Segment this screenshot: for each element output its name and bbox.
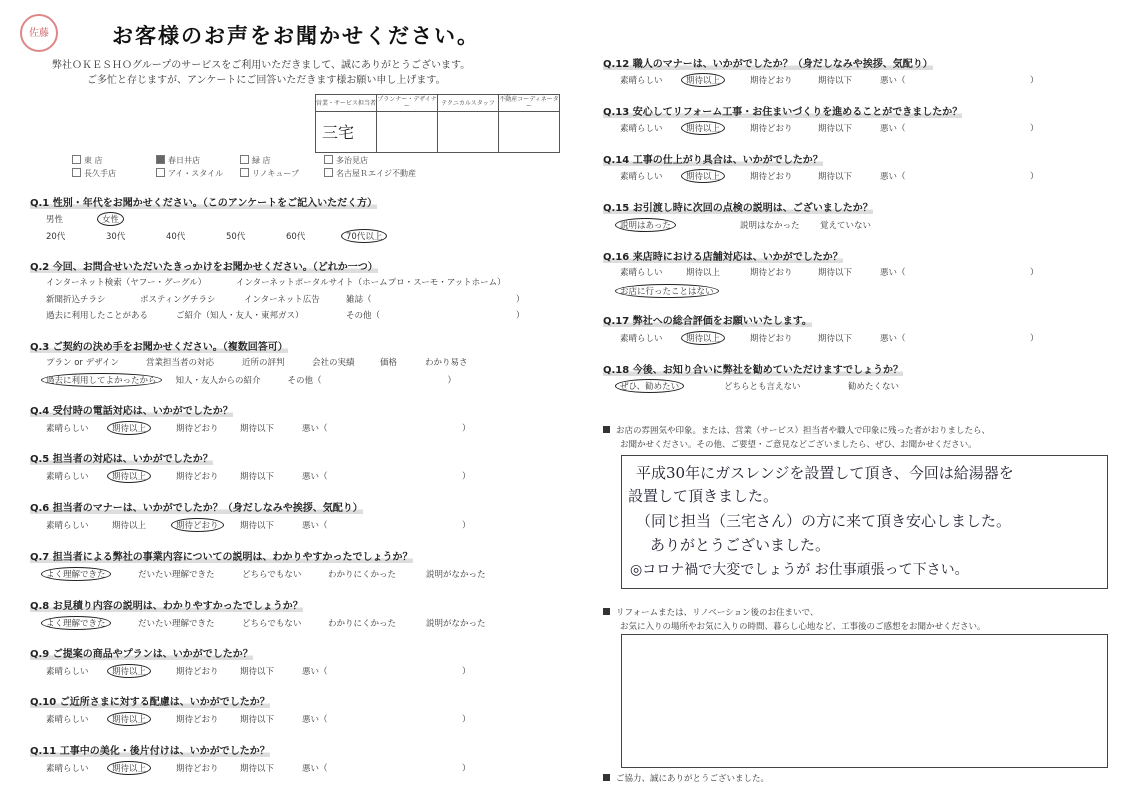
option[interactable]: 期待以上: [686, 268, 721, 278]
option[interactable]: 期待以下: [818, 268, 853, 278]
handwritten-line: 平成30年にガスレンジを設置して頂き、今回は給湯器を: [636, 464, 1014, 482]
q2-row-2: [46, 293, 525, 305]
q2-row-1: [46, 276, 506, 288]
q18-label: Q.18 今後、お知り合いに弊社を勧めていただけますでしょうか？: [603, 365, 903, 376]
option[interactable]: 20代: [46, 232, 66, 242]
bullet-square-icon: [603, 774, 610, 781]
staff-header: 不動産コーディネーター: [499, 96, 559, 110]
option[interactable]: 悪い（: [302, 764, 328, 774]
option[interactable]: 期待どおり: [176, 715, 219, 725]
q13-label: Q.13 安心してリフォーム工事・お住まいづくりを進めることができましたか？: [603, 107, 963, 118]
option[interactable]: 素晴らしい: [46, 764, 89, 774]
comment2-prompt-2: お気に入りの場所やお気に入りの時間、暮らし心地など、工事後のご感想をお聞かせください。: [620, 622, 986, 632]
option[interactable]: 悪い（: [302, 667, 328, 677]
option[interactable]: 価格: [380, 358, 398, 368]
comment1-prompt: [603, 424, 990, 436]
q14-label: Q.14 工事の仕上がり具合は、いかがでしたか？: [603, 155, 823, 166]
option[interactable]: 悪い（: [880, 172, 906, 182]
option-selected[interactable]: 期待以上: [107, 664, 151, 678]
paren: ）: [516, 311, 525, 321]
checkbox[interactable]: [324, 155, 333, 164]
option[interactable]: 新聞折込チラシ: [46, 295, 106, 305]
paren: ）: [462, 764, 471, 774]
checkbox[interactable]: [240, 168, 249, 177]
option[interactable]: 期待以上: [112, 521, 147, 531]
option-selected[interactable]: 期待以上: [681, 169, 725, 183]
option[interactable]: 期待どおり: [176, 667, 219, 677]
option[interactable]: 営業担当者の対応: [146, 358, 215, 368]
q17-label: Q.17 弊社への総合評価をお願いいたします。: [603, 316, 812, 327]
option[interactable]: 覚えていない: [820, 221, 872, 231]
option[interactable]: 期待どおり: [750, 268, 793, 278]
intro-line-1: 弊社ＯＫＥＳＨＯグループのサービスをご利用いただきまして、誠にありがとうございます。: [52, 60, 471, 71]
option[interactable]: 素晴らしい: [620, 172, 663, 182]
q12-options: [620, 73, 1039, 87]
option[interactable]: 期待どおり: [750, 76, 793, 86]
q5-label: Q.5 担当者の対応は、いかがでしたか？: [30, 454, 213, 465]
prompt-line-1: リフォームまたは、リノベーション後のお住まいで、: [616, 608, 819, 618]
comment2-prompt: [603, 606, 818, 618]
shop-list-row-1: 東 店 春日井店 緑 店 多治見店: [72, 155, 408, 166]
option[interactable]: ポスティングチラシ: [140, 295, 216, 305]
checkbox[interactable]: [156, 168, 165, 177]
option[interactable]: インターネット広告: [244, 295, 320, 305]
option[interactable]: 説明はなかった: [740, 221, 800, 231]
q4-label: Q.4 受付時の電話対応は、いかがでしたか？: [30, 406, 233, 417]
footer-text: ご協力、誠にありがとうございました。: [616, 774, 770, 784]
q18-options: [620, 379, 899, 393]
checkbox[interactable]: [324, 168, 333, 177]
staff-value[interactable]: 三宅: [316, 112, 377, 153]
option[interactable]: 期待どおり: [750, 334, 793, 344]
paren: ）: [462, 715, 471, 725]
staff-header: テクニカルスタッフ: [438, 95, 499, 112]
option[interactable]: その他（: [287, 376, 322, 386]
q17-options: [620, 331, 1039, 345]
option[interactable]: 悪い（: [880, 334, 906, 344]
option-selected[interactable]: 期待以上: [107, 469, 151, 483]
option[interactable]: 素晴らしい: [46, 424, 89, 434]
option-selected[interactable]: 期待以上: [681, 331, 725, 345]
option[interactable]: わかり易さ: [425, 358, 468, 368]
checkbox[interactable]: [240, 155, 249, 164]
stamp-text: 佐藤: [29, 27, 49, 39]
option[interactable]: 悪い（: [880, 268, 906, 278]
option[interactable]: 素晴らしい: [620, 268, 663, 278]
q5-options: [46, 469, 471, 483]
option[interactable]: 期待以下: [240, 715, 275, 725]
q1-label: Q.1 性別・年代をお聞かせください。（このアンケートをご記入いただく方）: [30, 198, 378, 209]
option-selected[interactable]: 説明はあった: [615, 218, 676, 232]
option[interactable]: その他（: [346, 311, 381, 321]
q3-row-1: [46, 356, 468, 368]
q6-options: [46, 518, 471, 532]
checkbox-checked[interactable]: [156, 155, 165, 164]
option[interactable]: 勧めたくない: [848, 382, 900, 392]
staff-header: 営業・サービス担当者: [316, 95, 377, 112]
option-selected[interactable]: 期待以上: [107, 761, 151, 775]
option[interactable]: わかりにくかった: [328, 570, 397, 580]
option-selected[interactable]: 70代以上: [341, 229, 387, 243]
seal-stamp: [20, 14, 58, 52]
q10-options: [46, 712, 471, 726]
checkbox[interactable]: [72, 155, 81, 164]
option[interactable]: 悪い（: [880, 124, 906, 134]
handwritten-line: （同じ担当（三宅さん）の方に来て頂き安心しました。: [636, 512, 1012, 530]
paren: ）: [516, 295, 525, 305]
prompt-line-1: お店の雰囲気や印象。または、営業（サービス）担当者や職人で印象に残った者がおりましたら、: [616, 426, 991, 436]
page-title: お客様のお声をお聞かせください。: [112, 24, 480, 48]
option[interactable]: 期待どおり: [750, 172, 793, 182]
staff-value[interactable]: [377, 112, 438, 153]
bullet-square-icon: [603, 608, 610, 615]
q4-options: [46, 421, 471, 435]
option-selected[interactable]: 過去に利用してよかったから: [41, 373, 162, 387]
footer: [603, 772, 769, 784]
option[interactable]: インターネットポータルサイト（ホームプロ・スーモ・アットホーム）: [236, 278, 506, 288]
q9-label: Q.9 ご提案の商品やプランは、いかがでしたか？: [30, 649, 253, 660]
q1-gender: [46, 212, 124, 226]
option[interactable]: だいたい理解できた: [138, 619, 215, 629]
paren: ）: [462, 667, 471, 677]
option[interactable]: 期待以下: [818, 76, 853, 86]
option[interactable]: 期待以下: [240, 424, 275, 434]
option-selected[interactable]: ぜひ、勧めたい: [615, 379, 684, 393]
option[interactable]: 期待以下: [818, 172, 853, 182]
option[interactable]: 期待どおり: [176, 424, 219, 434]
staff-table: [315, 94, 560, 153]
option-selected[interactable]: 期待以上: [681, 121, 725, 135]
option[interactable]: 会社の実績: [312, 358, 355, 368]
q15-options: [620, 218, 871, 232]
q10-label: Q.10 ご近所さまに対する配慮は、いかがでしたか？: [30, 697, 270, 708]
comment1-prompt-2: お聞かせください。その他、ご要望・ご意見などございましたら、ぜひ、お聞かせください。: [620, 440, 977, 450]
option[interactable]: 近所の評判: [242, 358, 285, 368]
option-selected[interactable]: 期待以上: [107, 421, 151, 435]
option[interactable]: ご紹介（知人・友人・東邦ガス）: [176, 311, 304, 321]
option[interactable]: 期待以下: [240, 667, 275, 677]
q16-extra: [620, 284, 719, 298]
q11-options: [46, 761, 471, 775]
option[interactable]: 知人・友人からの紹介: [175, 376, 261, 386]
q9-options: [46, 664, 471, 678]
option[interactable]: 期待以下: [240, 472, 275, 482]
paren: ）: [1030, 268, 1039, 278]
comment2-box[interactable]: [621, 634, 1108, 768]
q8-options: [46, 616, 486, 630]
paren: ）: [462, 424, 471, 434]
option[interactable]: 悪い（: [302, 424, 328, 434]
option[interactable]: インターネット検索（ヤフー・グーグル）: [46, 278, 207, 288]
option[interactable]: 説明がなかった: [426, 619, 486, 629]
option[interactable]: 期待以下: [240, 521, 275, 531]
bullet-square-icon: [603, 426, 610, 433]
staff-value[interactable]: [438, 112, 499, 153]
option[interactable]: 素晴らしい: [46, 715, 89, 725]
option[interactable]: 男性: [46, 215, 64, 225]
option-selected[interactable]: よく理解できた: [41, 567, 111, 581]
option[interactable]: どちらとも言えない: [724, 382, 801, 392]
option[interactable]: 素晴らしい: [46, 521, 89, 531]
option[interactable]: 30代: [106, 232, 126, 242]
q16-label: Q.16 来店時における店舗対応は、いかがでしたか？: [603, 252, 843, 263]
option[interactable]: 雑誌（: [346, 295, 372, 305]
q2-row-3: [46, 309, 525, 321]
q2-label: Q.2 今回、お問合せいただいたきっかけをお聞かせください。（どれか一つ）: [30, 262, 378, 273]
option[interactable]: わかりにくかった: [328, 619, 397, 629]
option-selected[interactable]: よく理解できた: [41, 616, 111, 630]
q8-label: Q.8 お見積り内容の説明は、わかりやすかったでしょうか？: [30, 601, 303, 612]
option[interactable]: 40代: [166, 232, 186, 242]
option-selected[interactable]: お店に行ったことはない: [615, 284, 719, 298]
comment1-box[interactable]: [621, 455, 1108, 589]
option[interactable]: 期待どおり: [176, 764, 219, 774]
shop-list-row-2: 長久手店 アイ・スタイル リノキューブ 名古屋Ｒエイジ不動産: [72, 168, 408, 179]
staff-value[interactable]: [499, 112, 560, 153]
option-selected[interactable]: 期待以上: [107, 712, 151, 726]
paren: ）: [1030, 76, 1039, 86]
option[interactable]: 期待どおり: [750, 124, 793, 134]
q3-label: Q.3 ご契約の決め手をお聞かせください。（複数回答可）: [30, 342, 288, 353]
paren: ）: [462, 521, 471, 531]
option[interactable]: だいたい理解できた: [138, 570, 215, 580]
option[interactable]: プラン or デザイン: [46, 358, 120, 368]
paren: ）: [1030, 334, 1039, 344]
option[interactable]: 期待どおり: [176, 472, 219, 482]
q6-label: Q.6 担当者のマナーは、いかがでしたか？（身だしなみや挨拶、気配り）: [30, 503, 363, 514]
paren: ）: [462, 472, 471, 482]
option[interactable]: 素晴らしい: [46, 472, 89, 482]
q13-options: [620, 121, 1039, 135]
handwritten-line: 設置して頂きました。: [628, 487, 779, 505]
option[interactable]: 悪い（: [302, 472, 328, 482]
option[interactable]: 期待以下: [240, 764, 275, 774]
option[interactable]: 説明がなかった: [426, 570, 486, 580]
option[interactable]: 期待以下: [818, 334, 853, 344]
option[interactable]: どちらでもない: [242, 619, 302, 629]
q16-options: [620, 266, 1039, 278]
option[interactable]: 悪い（: [880, 76, 906, 86]
q14-options: [620, 169, 1039, 183]
option[interactable]: どちらでもない: [242, 570, 302, 580]
option[interactable]: 悪い（: [302, 715, 328, 725]
paren: ）: [447, 376, 457, 386]
intro-line-2: ご多忙と存じますが、アンケートにご回答いただきます様お願い申し上げます。: [87, 75, 446, 86]
paren: ）: [1030, 172, 1039, 182]
paren: ）: [1030, 124, 1039, 134]
staff-header: プランナー・デザイナー: [377, 96, 437, 110]
option-selected[interactable]: 期待以上: [681, 73, 725, 87]
handwritten-line: ありがとうございました。: [650, 536, 831, 554]
option[interactable]: 過去に利用したことがある: [46, 311, 149, 321]
q11-label: Q.11 工事中の美化・後片付けは、いかがでしたか？: [30, 746, 270, 757]
option[interactable]: 悪い（: [302, 521, 328, 531]
option[interactable]: 素晴らしい: [620, 334, 663, 344]
q7-options: [46, 567, 486, 581]
q12-label: Q.12 職人のマナーは、いかがでしたか？（身だしなみや挨拶、気配り）: [603, 59, 933, 70]
option[interactable]: 素晴らしい: [620, 124, 663, 134]
q15-label: Q.15 お引渡し時に次回の点検の説明は、ございましたか？: [603, 203, 873, 214]
option[interactable]: 素晴らしい: [620, 76, 663, 86]
option[interactable]: 素晴らしい: [46, 667, 89, 677]
q3-row-2: [46, 373, 456, 387]
option-selected[interactable]: 女性: [97, 212, 124, 226]
checkbox[interactable]: [72, 168, 81, 177]
handwritten-line: ◎コロナ禍で大変でしょうが お仕事頑張って下さい。: [630, 562, 969, 578]
q7-label: Q.7 担当者による弊社の事業内容についての説明は、わかりやすかったでしょうか？: [30, 552, 413, 563]
option[interactable]: 60代: [286, 232, 306, 242]
option[interactable]: 期待以下: [818, 124, 853, 134]
q1-ages: [46, 229, 387, 243]
option-selected[interactable]: 期待どおり: [171, 518, 224, 532]
option[interactable]: 50代: [226, 232, 246, 242]
